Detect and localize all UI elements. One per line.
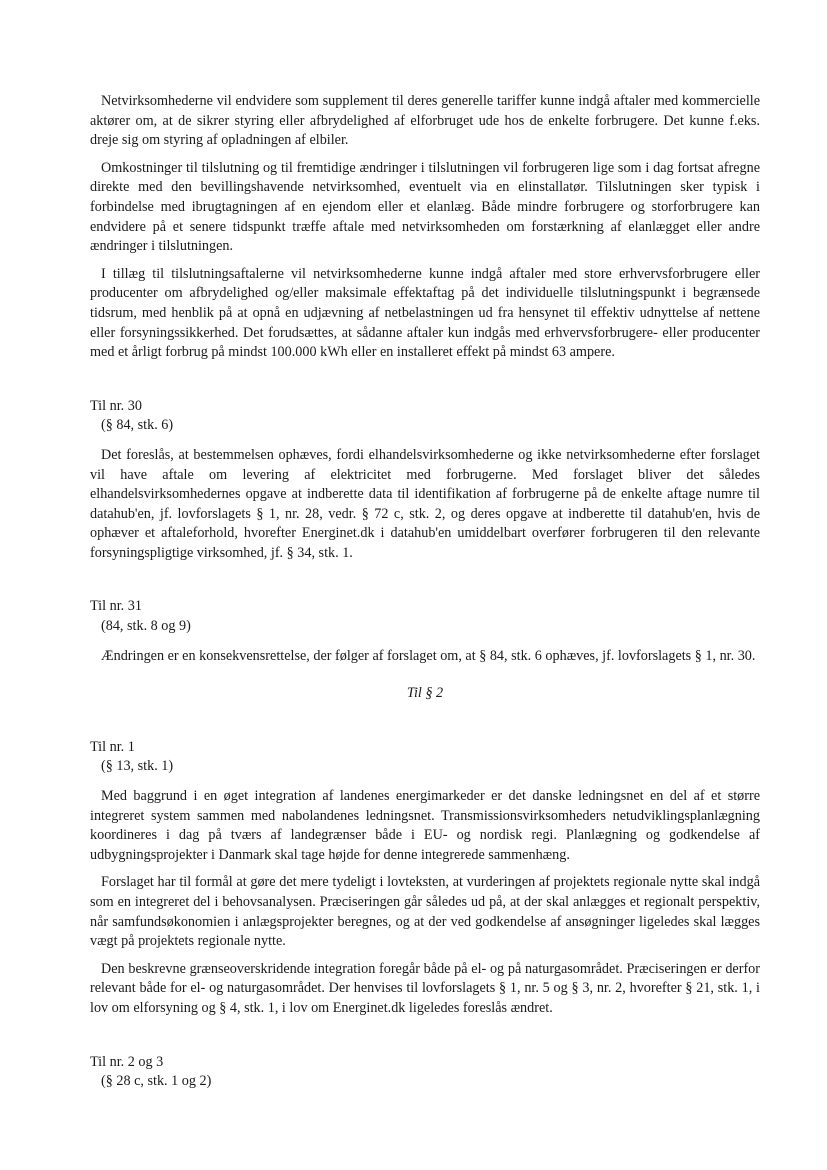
section-reference: (§ 13, stk. 1) <box>101 758 174 775</box>
paragraph: Forslaget har til formål at gøre det mere tydeligt i lovteksten, at vurderingen af projektets regionale nytte skal indgå som en integreret del i behovsanalysen. Præciseringen går således ud på, at der skal anlægges et regionalt perspektiv, når samfundsøkonomien i anlægsprojekter beregnes, og at der ved godkendelse af ansøgninger ligeledes skal lægges vægt på projektets regionale nytte. <box>90 874 760 950</box>
section-reference: (§ 28 c, stk. 1 og 2) <box>101 1073 212 1090</box>
paragraph: Det foreslås, at bestemmelsen ophæves, fordi elhandelsvirksomhederne og ikke netvirksomhederne efter forslaget vil have aftale om levering af elektricitet med forbrugerne. Med forslaget bliver det således elhandelsvirksomhedernes opgave at indberette data til identifikation af forbrugerne på de enkelte aftage numre til datahub'en, jf. lovforslagets § 1, nr. 28, vedr. § 72 c, stk. 2, og deres opgave at indberette til datahub'en, hvis de ophæver et aftaleforhold, hvorefter Energinet.dk i datahub'en umiddelbart overfører forbrugeren til den relevante forsyningspligtige virksomhed, jf. § 34, stk. 1. <box>90 446 760 561</box>
paragraph: I tillæg til tilslutningsaftalerne vil netvirksomhederne kunne indgå aftaler med store erhvervsforbrugere eller producenter om afbrydelighed og/eller maksimale effektaftag på det individuelle tilslutningspunkt i begrænsede tidsrum, med henblik på at opnå en udjævning af netbelastningen ud fra hensynet til effektiv udnyttelse af nettene eller forsyningssikkerhed. Det forudsættes, at sådanne aftaler kun indgås med erhvervsforbrugere- eller producenter med et årligt forbrug på mindst 100.000 kWh eller en installeret effekt på mindst 63 ampere. <box>90 265 760 361</box>
paragraph: Med baggrund i en øget integration af landenes energimarkeder er det danske ledningsnet en del af et større integreret system sammen med nabolandenes ledningsnet. Transmissionsvirksomheders netudviklingsplanlægning koordineres i dag på tværs af landegrænser både i EU- og nordisk regi. Planlægning og godkendelse af udbygningsprojekter i Danmark skal tage højde for denne integrerede sammenhæng. <box>90 788 760 863</box>
section-reference: (84, stk. 8 og 9) <box>101 618 191 635</box>
section-reference: (§ 84, stk. 6) <box>101 417 174 434</box>
section-heading: Til nr. 1 <box>90 738 135 755</box>
chapter-heading: Til § 2 <box>406 685 444 702</box>
section-heading: Til nr. 2 og 3 <box>90 1053 164 1070</box>
paragraph: Den beskrevne grænseoverskridende integration foregår både på el- og på naturgasområdet. Præciseringen er derfor relevant både for el- og naturgasområdet. Der henvises til lovforslagets § 1, nr. 5 og § 3, nr. 2, hvorefter § 21, stk. 1, i lov om elforsyning og § 4, stk. 1, i lov om Energinet.dk ligeledes foreslås ændret. <box>90 960 760 1016</box>
paragraph: Omkostninger til tilslutning og til fremtidige ændringer i tilslutningen vil forbrugeren lige som i dag fortsat afregne direkte med den bevillingshavende netvirksomhed, eventuelt via en elinstallatør. Tilslutningen sker typisk i forbindelse med ibrugtagningen af en ejendom eller et elanlæg. Både mindre forbrugere og storforbrugere kan endvidere på et senere tidspunkt træffe aftale med netvirksomheden om forstærkning af elanlægget eller andre ændringer i tilslutningen. <box>90 159 760 255</box>
paragraph: Netvirksomhederne vil endvidere som supplement til deres generelle tariffer kunne indgå aftaler med kommercielle aktører om, at de sikrer styring eller afbrydelighed af elforbruget ude hos de enkelte forbrugere. Det kunne f.eks. dreje sig om styring af opladningen af elbiler. <box>90 93 760 149</box>
section-heading: Til nr. 31 <box>90 598 142 615</box>
paragraph: Ændringen er en konsekvensrettelse, der følger af forslaget om, at § 84, stk. 6 ophæves, jf. lovforslagets § 1, nr. 30. <box>101 647 756 664</box>
document-page <box>90 92 760 1092</box>
section-heading: Til nr. 30 <box>90 397 142 414</box>
